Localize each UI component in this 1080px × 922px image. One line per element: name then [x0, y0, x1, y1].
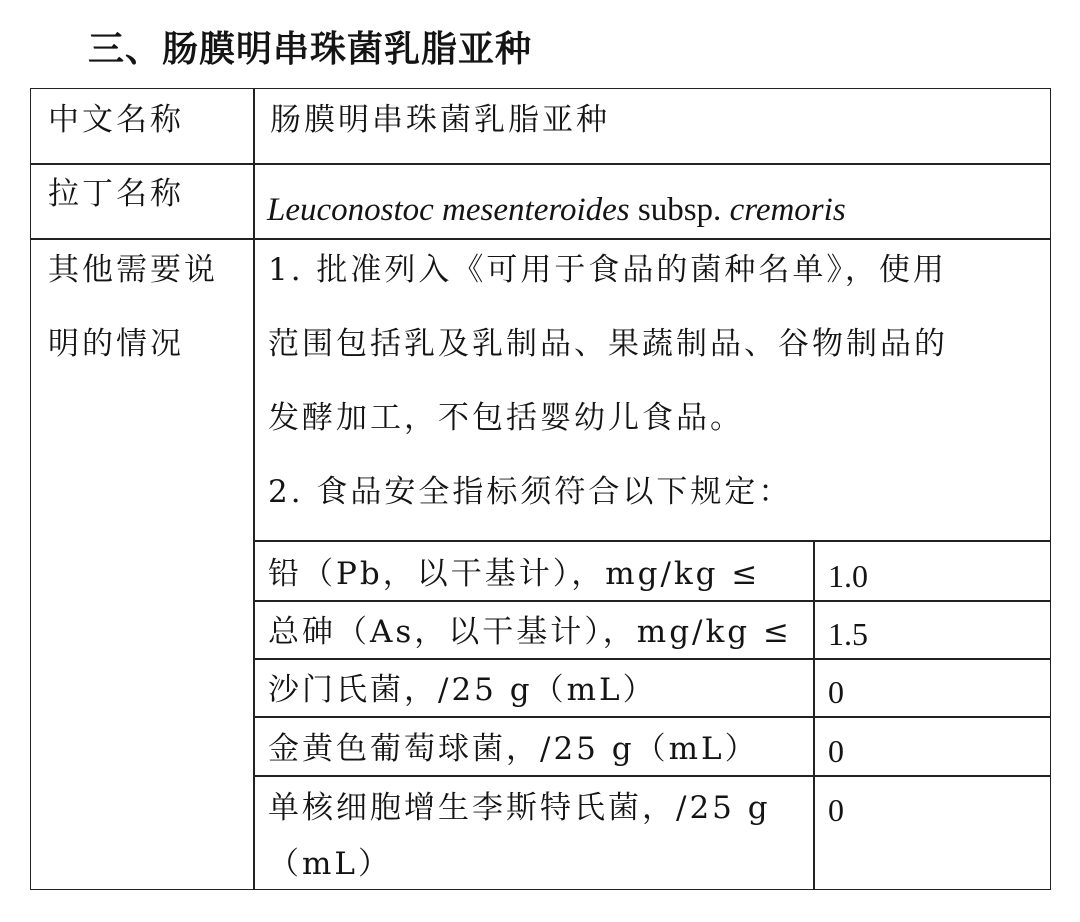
latin-name-value — [267, 188, 846, 232]
safety-value-divider — [813, 540, 815, 890]
note-item1-line3: 发酵加工，不包括婴幼儿食品。 — [268, 400, 744, 436]
safety-row-divider — [253, 658, 1051, 660]
safety-item-name: 金黄色葡萄球菌，/25 g（mL） — [268, 731, 759, 767]
safety-item-value: 1.0 — [828, 558, 868, 594]
safety-item-value: 0 — [828, 733, 844, 769]
latin-name-label: 拉丁名称 — [48, 176, 184, 212]
safety-item-name: 单核细胞增生李斯特氏菌，/25 g — [268, 790, 771, 826]
latin-subspecies: cremoris — [729, 192, 846, 228]
note-item2: 2. 食品安全指标须符合以下规定： — [268, 474, 793, 510]
note-item1-line1: 1. 批准列入《可用于食品的菌种名单》，使用 — [268, 252, 947, 288]
latin-subsp-marker: subsp. — [637, 192, 722, 228]
row-divider — [30, 238, 1051, 240]
safety-item-value: 0 — [828, 792, 844, 828]
chinese-name-label: 中文名称 — [48, 102, 184, 138]
notes-label-line1: 其他需要说 — [48, 252, 218, 288]
safety-item-name: 总砷（As，以干基计），mg/kg ≤ — [268, 614, 792, 650]
label-column-divider — [253, 88, 255, 890]
safety-row-divider — [253, 716, 1051, 718]
safety-item-name-continued: （mL） — [268, 846, 392, 882]
safety-item-value: 1.5 — [828, 616, 868, 652]
note-item1-line2: 范围包括乳及乳制品、果蔬制品、谷物制品的 — [268, 326, 948, 362]
safety-row-divider — [253, 600, 1051, 602]
safety-item-value: 0 — [828, 674, 844, 710]
safety-item-name: 铅（Pb，以干基计），mg/kg ≤ — [268, 556, 761, 592]
latin-genus-species: Leuconostoc mesenteroides — [267, 192, 630, 228]
notes-label-line2: 明的情况 — [48, 326, 184, 362]
safety-item-name: 沙门氏菌，/25 g（mL） — [268, 672, 657, 708]
chinese-name-value: 肠膜明串珠菌乳脂亚种 — [270, 102, 610, 138]
row-divider — [30, 163, 1051, 165]
safety-table-top-border — [253, 540, 1051, 542]
safety-row-divider — [253, 775, 1051, 777]
section-heading: 三、肠膜明串珠菌乳脂亚种 — [88, 29, 533, 70]
